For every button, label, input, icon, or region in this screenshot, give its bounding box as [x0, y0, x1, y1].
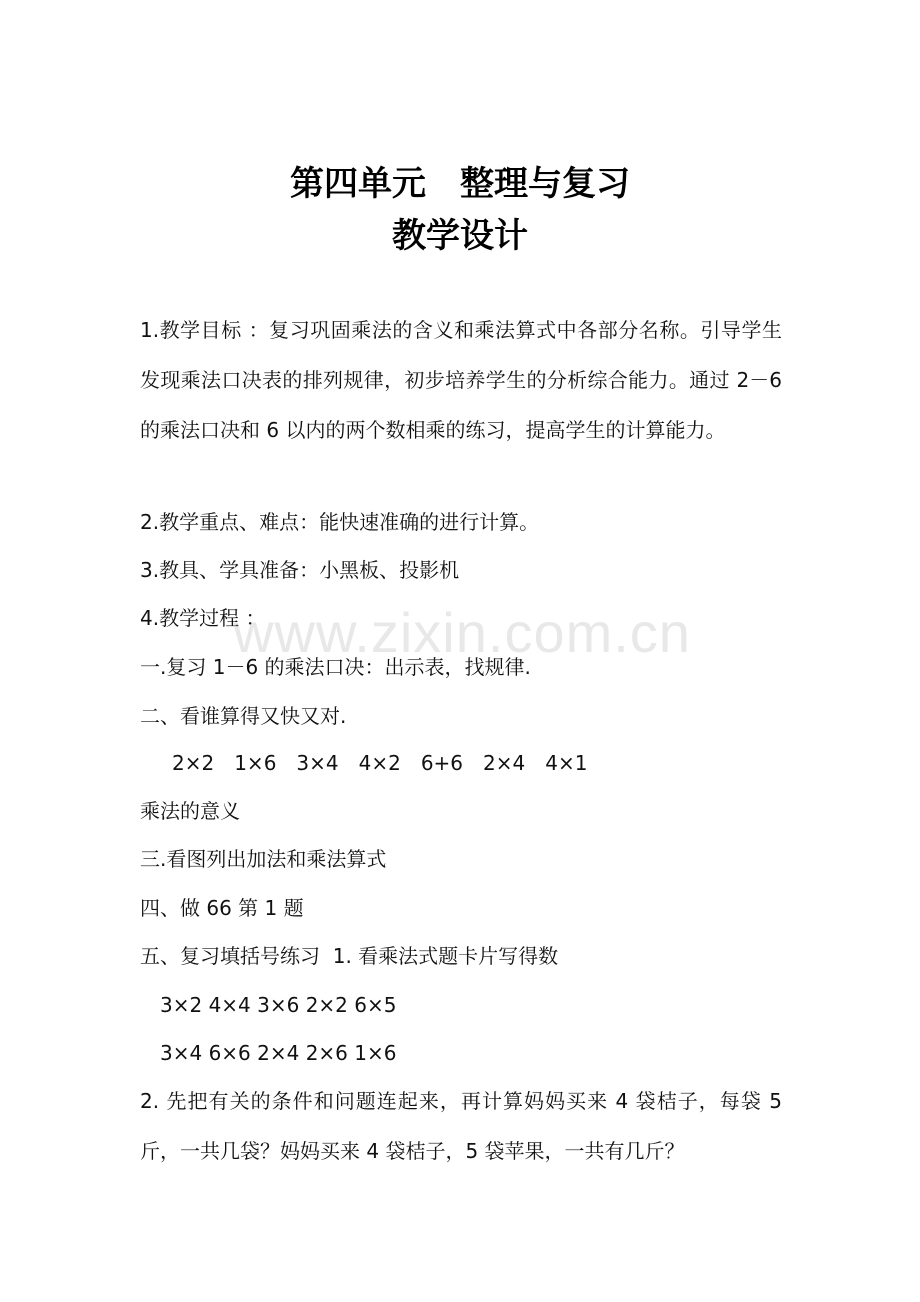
step-five-line: 五、复习填括号练习 1. 看乘法式题卡片写得数 — [140, 944, 559, 968]
document-title: 第四单元 整理与复习 — [290, 164, 630, 204]
document-subtitle: 教学设计 — [392, 216, 528, 256]
step-four-line: 四、做 66 第 1 题 — [140, 896, 304, 920]
teaching-objective-paragraph: 1.教学目标 ：复习巩固乘法的含义和乘法算式中各部分名称。引导学生发现乘法口决表的排列规律，初步培养学生的分析综合能力。通过 2－6 的乘法口决和 6 以内的两个数相乘的练习，提高学生的计算能力。 — [140, 318, 782, 442]
step-one-line: 一.复习 1－6 的乘法口决：出示表，找规律. — [140, 655, 531, 679]
card-row-one: 3×2 4×4 3×6 2×2 6×5 — [160, 993, 397, 1017]
teaching-tools-line: 3.教具、学具准备：小黑板、投影机 — [140, 558, 460, 582]
word-problem-paragraph: 2. 先把有关的条件和问题连起来，再计算妈妈买来 4 袋桔子，每袋 5 斤，一共几袋？妈妈买来 4 袋桔子，5 袋苹果，一共有几斤？ — [140, 1089, 782, 1163]
watermark-text: www.zixin.com.cn — [233, 601, 691, 664]
card-row-two: 3×4 6×6 2×4 2×6 1×6 — [160, 1041, 397, 1065]
multiplication-meaning-line: 乘法的意义 — [140, 799, 240, 823]
teaching-focus-line: 2.教学重点、难点：能快速准确的进行计算。 — [140, 510, 540, 534]
calculation-row: 2×2 1×6 3×4 4×2 6+6 2×4 4×1 — [172, 751, 588, 775]
step-two-line: 二、看谁算得又快又对. — [140, 704, 347, 728]
teaching-process-heading: 4.教学过程 ： — [140, 606, 266, 630]
step-three-line: 三.看图列出加法和乘法算式 — [140, 847, 387, 871]
